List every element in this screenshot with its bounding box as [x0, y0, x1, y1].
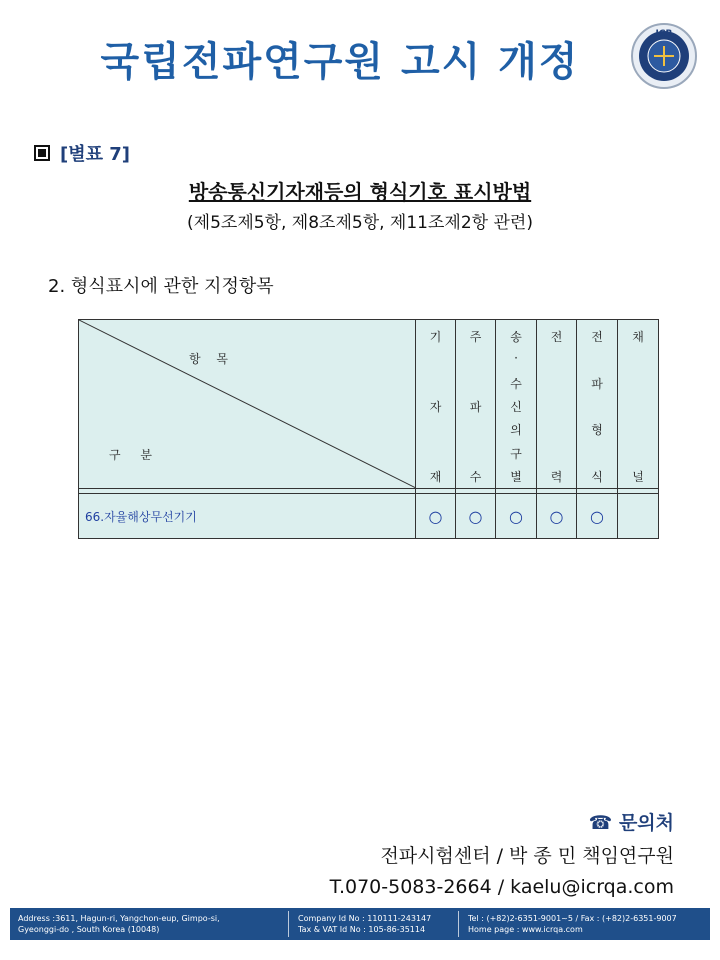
column-header: 기 자 재: [416, 320, 456, 489]
contact-label: ☎ 문의처: [588, 812, 674, 834]
logo-text: ICR: [655, 29, 673, 39]
corner-top-label: 항 목: [189, 352, 234, 366]
table-corner-cell: [79, 320, 416, 489]
document-title: 방송통신기자재등의 형식기호 표시방법: [188, 180, 532, 204]
table-header-row: [79, 320, 659, 489]
row-mark: ○: [537, 494, 577, 539]
telephone-icon: ☎: [588, 812, 613, 834]
column-header: 주 파 수: [456, 320, 496, 489]
row-mark: ○: [416, 494, 456, 539]
row-mark: ○: [456, 494, 496, 539]
table-row: [79, 494, 659, 539]
column-header: 송 · 수 신 의 구 별: [496, 320, 537, 489]
item-heading: 2. 형식표시에 관한 지정항목: [48, 276, 274, 297]
row-mark: [618, 494, 659, 539]
column-header: 전 력: [537, 320, 577, 489]
page-title: 국립전파연구원 고시 개정: [100, 39, 580, 85]
column-header: 채 널: [618, 320, 659, 489]
contact-block: [330, 808, 674, 898]
designation-table: [78, 319, 659, 539]
icr-emblem-icon: [630, 22, 698, 90]
column-header: 전 파 형 식: [577, 320, 618, 489]
row-name: 66.자율해상무선기기: [79, 494, 416, 539]
row-mark: ○: [577, 494, 618, 539]
footer-contact: Tel : (+82)2-6351-9001~5 / Fax : (+82)2-6351-9007 Home page : www.icrqa.com: [468, 914, 677, 934]
footer-bar: [10, 908, 710, 940]
contact-person: 전파시험센터 / 박 종 민 책임연구원: [380, 845, 674, 867]
footer-divider: [458, 911, 459, 937]
footer-divider: [288, 911, 289, 937]
footer-company: Company Id No : 110111-243147 Tax & VAT Id No : 105-86-35114: [298, 914, 432, 934]
footer-address: Address :3611, Hagun-ri, Yangchon-eup, Gimpo-si, Gyeonggi-do , South Korea (10048): [18, 914, 220, 934]
section-label: [별표 7]: [34, 140, 130, 166]
row-mark: ○: [496, 494, 537, 539]
corner-bottom-label: 구 분: [109, 448, 160, 462]
contact-phone-email: T.070-5083-2664 / kaelu@icrqa.com: [329, 876, 674, 898]
document-subtitle: (제5조제5항, 제8조제5항, 제11조제2항 관련): [187, 213, 533, 233]
square-bullet-icon: [34, 145, 50, 161]
